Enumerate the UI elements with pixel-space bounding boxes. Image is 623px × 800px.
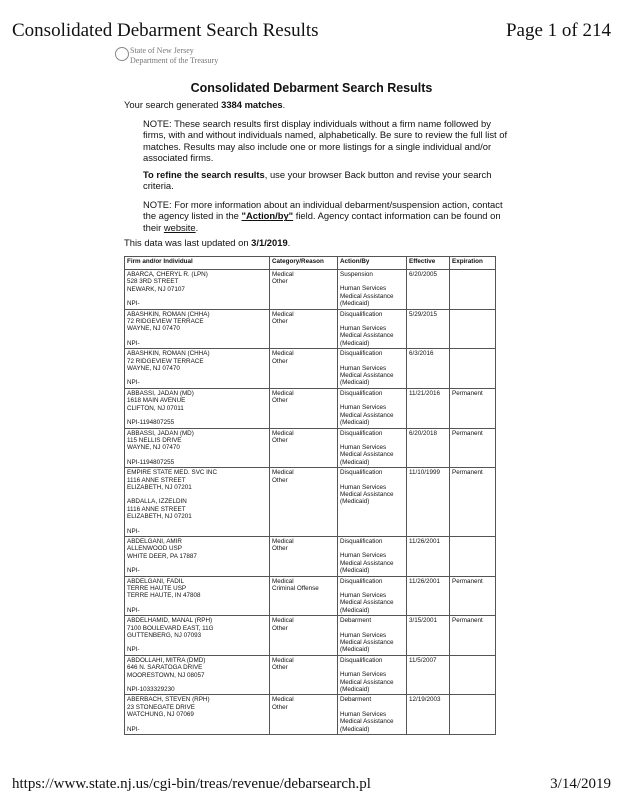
spacer bbox=[340, 437, 404, 444]
cell-firm-individual-line: 115 NELLIS DRIVE bbox=[127, 436, 182, 444]
cell-effective-date: 11/21/2016 bbox=[407, 388, 450, 428]
cell-firm-individual bbox=[125, 536, 270, 576]
cell-firm-individual-line: ABASHKIN, ROMAN (CHHA) bbox=[127, 350, 210, 358]
action-type: Debarment bbox=[340, 617, 372, 625]
cell-effective-date: 11/5/2007 bbox=[407, 655, 450, 695]
cell-firm-individual-line: NPI- bbox=[127, 527, 140, 535]
table-row bbox=[125, 309, 496, 349]
cell-firm-individual-line: NPI- bbox=[127, 606, 140, 614]
cell-firm-individual-line: 1116 ANNE STREET bbox=[127, 476, 186, 484]
cell-firm-individual-line: NPI- bbox=[127, 339, 140, 347]
cell-firm-individual-line: WAYNE, NJ 07470 bbox=[127, 444, 180, 452]
cell-firm-individual-line: 1618 MAIN AVENUE bbox=[127, 397, 186, 405]
cell-firm-individual bbox=[125, 349, 270, 389]
refine-instructions bbox=[143, 169, 513, 192]
cell-firm-individual-line: 1116 ANNE STREET bbox=[127, 505, 186, 513]
state-seal-icon bbox=[115, 47, 129, 61]
cell-firm-individual-line: NPI-1033329230 bbox=[127, 686, 175, 694]
cell-firm-individual-line: WHITE DEER, PA 17887 bbox=[127, 552, 197, 560]
cell-firm-individual-line: 646 N. SARATOGA DRIVE bbox=[127, 664, 203, 672]
cell-category-reason bbox=[270, 388, 338, 428]
cell-firm-individual-line bbox=[127, 372, 267, 379]
table-row bbox=[125, 388, 496, 428]
cell-action-by bbox=[338, 428, 407, 468]
action-agency-line: Medical Assistance bbox=[340, 332, 394, 340]
cell-action-by bbox=[338, 536, 407, 576]
action-agency-line: (Medicaid) bbox=[340, 419, 370, 427]
cell-category-reason bbox=[270, 428, 338, 468]
cell-firm-individual bbox=[125, 616, 270, 656]
cell-firm-individual-line bbox=[127, 452, 267, 459]
cell-category-reason-line: Other bbox=[272, 318, 288, 326]
cell-expiration: Permanent bbox=[450, 576, 496, 616]
cell-firm-individual-line: ABARCA, CHERYL R. (LPN) bbox=[127, 271, 208, 278]
cell-firm-individual-line bbox=[127, 412, 267, 419]
action-agency-line: (Medicaid) bbox=[340, 606, 370, 614]
cell-category-reason bbox=[270, 536, 338, 576]
cell-firm-individual-line bbox=[127, 679, 267, 686]
cell-action-by bbox=[338, 468, 407, 537]
cell-effective-date: 6/20/2018 bbox=[407, 428, 450, 468]
cell-action-by bbox=[338, 576, 407, 616]
action-agency-line: (Medicaid) bbox=[340, 567, 370, 575]
cell-expiration: Permanent bbox=[450, 616, 496, 656]
cell-firm-individual-line: ABBASSI, JADAN (MD) bbox=[127, 389, 194, 397]
col-header-expiration: Expiration bbox=[450, 257, 496, 270]
action-type: Disqualification bbox=[340, 429, 383, 437]
cell-firm-individual-line bbox=[127, 521, 267, 528]
cell-firm-individual-line: ELIZABETH, NJ 07201 bbox=[127, 483, 192, 491]
cell-effective-date: 12/19/2003 bbox=[407, 695, 450, 735]
action-by-link[interactable]: "Action/by" bbox=[241, 210, 294, 222]
cell-firm-individual bbox=[125, 388, 270, 428]
cell-firm-individual-line: NPI- bbox=[127, 567, 140, 575]
cell-firm-individual-line: ALLENWOOD USP bbox=[127, 545, 182, 553]
spacer bbox=[340, 625, 404, 632]
cell-firm-individual-line bbox=[127, 600, 267, 607]
cell-category-reason-line: Other bbox=[272, 397, 288, 405]
cell-category-reason-line: Other bbox=[272, 357, 288, 365]
cell-category-reason-line: Other bbox=[272, 703, 288, 711]
action-agency-line: (Medicaid) bbox=[340, 686, 370, 694]
match-count: 3384 matches bbox=[221, 99, 283, 110]
action-agency-line: (Medicaid) bbox=[340, 498, 370, 506]
print-footer-url: https://www.state.nj.us/cgi-bin/treas/revenue/debarsearch.pl bbox=[12, 776, 371, 792]
cell-firm-individual bbox=[125, 655, 270, 695]
contact-note-part1: NOTE: For more information about an individual debarment/suspension action, contact the agency listed in the bbox=[143, 199, 503, 222]
cell-firm-individual-line: NPI- bbox=[127, 300, 140, 308]
spacer bbox=[340, 358, 404, 365]
cell-category-reason bbox=[270, 468, 338, 537]
cell-firm-individual-line: ABASHKIN, ROMAN (CHHA) bbox=[127, 310, 210, 318]
action-agency-line: Medical Assistance bbox=[340, 559, 394, 567]
cell-firm-individual-line bbox=[127, 293, 267, 300]
cell-category-reason-line: Medical bbox=[272, 271, 294, 278]
cell-expiration bbox=[450, 349, 496, 389]
action-agency-line: (Medicaid) bbox=[340, 646, 370, 654]
debarment-results-table bbox=[124, 256, 496, 735]
result-summary bbox=[124, 99, 285, 110]
table-row bbox=[125, 468, 496, 537]
print-header-title: Consolidated Debarment Search Results bbox=[12, 20, 319, 41]
summary-prefix: Your search generated bbox=[124, 99, 222, 110]
spacer bbox=[340, 318, 404, 325]
cell-category-reason bbox=[270, 309, 338, 349]
cell-firm-individual-line: CLIFTON, NJ 07011 bbox=[127, 404, 184, 412]
spacer bbox=[340, 585, 404, 592]
cell-firm-individual-line: ELIZABETH, NJ 07201 bbox=[127, 513, 192, 521]
cell-expiration: Permanent bbox=[450, 428, 496, 468]
cell-firm-individual-line bbox=[127, 719, 267, 726]
cell-firm-individual-line: MOORESTOWN, NJ 08057 bbox=[127, 671, 205, 679]
cell-firm-individual-line bbox=[127, 333, 267, 340]
updated-suffix: . bbox=[287, 237, 291, 248]
cell-action-by bbox=[338, 270, 407, 310]
cell-effective-date: 11/26/2001 bbox=[407, 576, 450, 616]
cell-category-reason-line: Medical bbox=[272, 350, 294, 358]
table-row bbox=[125, 428, 496, 468]
summary-suffix: . bbox=[282, 99, 286, 110]
table-row bbox=[125, 616, 496, 656]
spacer bbox=[340, 278, 404, 285]
website-link[interactable]: website bbox=[163, 221, 196, 233]
action-agency-line: Human Services bbox=[340, 404, 387, 412]
cell-firm-individual-line: EMPIRE STATE MED. SVC INC bbox=[127, 469, 218, 477]
cell-firm-individual-line: ABBASSI, JADAN (MD) bbox=[127, 429, 194, 437]
cell-firm-individual-line: WATCHUNG, NJ 07069 bbox=[127, 711, 194, 719]
cell-firm-individual-line bbox=[127, 491, 267, 498]
cell-category-reason-line: Criminal Offense bbox=[272, 585, 319, 592]
cell-action-by bbox=[338, 349, 407, 389]
cell-expiration: Permanent bbox=[450, 468, 496, 537]
col-header-firm-individual: Firm and/or Individual bbox=[125, 257, 270, 270]
table-row bbox=[125, 349, 496, 389]
spacer bbox=[340, 397, 404, 404]
cell-category-reason-line: Medical bbox=[272, 617, 294, 625]
cell-firm-individual bbox=[125, 576, 270, 616]
action-agency-line: Human Services bbox=[340, 285, 387, 293]
last-updated bbox=[124, 237, 290, 248]
contact-note-part2: field. Agency contact information can be found on their bbox=[143, 210, 501, 233]
action-type: Disqualification bbox=[340, 350, 383, 358]
updated-date: 3/1/2019 bbox=[251, 237, 288, 248]
action-agency-line: Human Services bbox=[340, 364, 387, 372]
cell-action-by bbox=[338, 388, 407, 428]
print-header-page-number: Page 1 of 214 bbox=[505, 20, 611, 41]
cell-firm-individual-line: 72 RIDGEVIEW TERRACE bbox=[127, 318, 204, 326]
cell-expiration bbox=[450, 695, 496, 735]
action-type: Disqualification bbox=[340, 469, 383, 477]
action-agency-line: Medical Assistance bbox=[340, 372, 394, 380]
cell-category-reason-line: Medical bbox=[272, 696, 294, 704]
action-agency-line: (Medicaid) bbox=[340, 379, 370, 387]
cell-firm-individual-line: 72 RIDGEVIEW TERRACE bbox=[127, 357, 204, 365]
cell-firm-individual-line: NPI-1194807255 bbox=[127, 458, 175, 466]
cell-firm-individual-line: ABDOLLAHI, MITRA (DMD) bbox=[127, 656, 206, 664]
table-header-row bbox=[125, 257, 496, 270]
action-agency-line: (Medicaid) bbox=[340, 300, 370, 308]
action-type: Debarment bbox=[340, 696, 372, 704]
spacer bbox=[340, 664, 404, 671]
action-agency-line: Human Services bbox=[340, 710, 387, 718]
action-type: Disqualification bbox=[340, 656, 383, 664]
cell-expiration bbox=[450, 655, 496, 695]
cell-firm-individual-line: ABDELGANI, AMIR bbox=[127, 537, 182, 545]
cell-firm-individual-line: TERRE HAUTE USP bbox=[127, 585, 187, 592]
cell-effective-date: 6/20/2005 bbox=[407, 270, 450, 310]
action-agency-line: Human Services bbox=[340, 483, 387, 491]
cell-firm-individual-line: NPI- bbox=[127, 646, 140, 654]
cell-firm-individual-line: WAYNE, NJ 07470 bbox=[127, 325, 180, 333]
table-row bbox=[125, 270, 496, 310]
action-agency-line: Human Services bbox=[340, 592, 387, 599]
table-row bbox=[125, 695, 496, 735]
cell-firm-individual-line: ABERBACH, STEVEN (RPH) bbox=[127, 696, 210, 704]
refine-bold: To refine the search results bbox=[143, 169, 265, 180]
action-agency-line: Medical Assistance bbox=[340, 490, 394, 498]
action-type: Disqualification bbox=[340, 310, 383, 318]
action-agency-line: Medical Assistance bbox=[340, 718, 394, 726]
cell-category-reason-line: Medical bbox=[272, 429, 294, 437]
spacer bbox=[340, 704, 404, 711]
action-agency-line: Medical Assistance bbox=[340, 599, 394, 607]
cell-category-reason-line: Medical bbox=[272, 310, 294, 318]
cell-firm-individual-line: TERRE HAUTE, IN 47808 bbox=[127, 592, 201, 600]
agency-name-line1: State of New Jersey bbox=[130, 46, 194, 55]
action-type: Disqualification bbox=[340, 537, 383, 545]
cell-firm-individual-line: NEWARK, NJ 07107 bbox=[127, 285, 185, 293]
agency-name-line2: Department of the Treasury bbox=[130, 56, 219, 65]
table-row bbox=[125, 655, 496, 695]
cell-category-reason bbox=[270, 270, 338, 310]
cell-category-reason bbox=[270, 349, 338, 389]
cell-category-reason bbox=[270, 695, 338, 735]
spacer bbox=[340, 545, 404, 552]
action-agency-line: Medical Assistance bbox=[340, 639, 394, 647]
table-row bbox=[125, 576, 496, 616]
cell-effective-date: 11/26/2001 bbox=[407, 536, 450, 576]
cell-effective-date: 3/15/2001 bbox=[407, 616, 450, 656]
cell-category-reason-line: Medical bbox=[272, 656, 294, 664]
cell-category-reason-line: Other bbox=[272, 664, 288, 672]
cell-category-reason-line: Other bbox=[272, 545, 288, 553]
cell-category-reason-line: Other bbox=[272, 624, 288, 632]
cell-firm-individual bbox=[125, 428, 270, 468]
contact-note-end: . bbox=[195, 221, 199, 233]
cell-firm-individual-line: WAYNE, NJ 07470 bbox=[127, 365, 180, 373]
cell-expiration bbox=[450, 536, 496, 576]
cell-firm-individual-line: ABDALLA, IZZELDIN bbox=[127, 498, 187, 506]
contact-note bbox=[143, 199, 513, 233]
cell-firm-individual bbox=[125, 309, 270, 349]
cell-effective-date: 11/10/1999 bbox=[407, 468, 450, 537]
cell-expiration bbox=[450, 309, 496, 349]
cell-firm-individual-line: NPI- bbox=[127, 725, 140, 733]
print-footer-date: 3/14/2019 bbox=[550, 776, 611, 792]
action-agency-line: (Medicaid) bbox=[340, 339, 370, 347]
cell-firm-individual bbox=[125, 695, 270, 735]
cell-action-by bbox=[338, 309, 407, 349]
action-type: Suspension bbox=[340, 271, 373, 278]
action-type: Disqualification bbox=[340, 577, 383, 585]
action-agency-line: Medical Assistance bbox=[340, 411, 394, 419]
cell-expiration bbox=[450, 270, 496, 310]
cell-firm-individual-line: 7100 BOULEVARD EAST, 11G bbox=[127, 624, 214, 632]
updated-prefix: This data was last updated on bbox=[124, 237, 252, 248]
action-agency-line: Human Services bbox=[340, 325, 387, 333]
cell-firm-individual-line: GUTTENBERG, NJ 07093 bbox=[127, 632, 202, 640]
action-agency-line: Human Services bbox=[340, 443, 387, 451]
action-agency-line: Human Services bbox=[340, 671, 387, 679]
table-row bbox=[125, 536, 496, 576]
cell-category-reason-line: Other bbox=[272, 476, 288, 484]
cell-action-by bbox=[338, 655, 407, 695]
cell-firm-individual-line: 528 3RD STREET bbox=[127, 278, 179, 286]
cell-category-reason-line: Other bbox=[272, 278, 288, 286]
cell-firm-individual-line: ABDELHAMID, MANAL (RPH) bbox=[127, 617, 213, 625]
cell-firm-individual-line: NPI- bbox=[127, 379, 140, 387]
cell-firm-individual-line: 23 STONEGATE DRIVE bbox=[127, 703, 196, 711]
cell-action-by bbox=[338, 616, 407, 656]
cell-effective-date: 6/3/2016 bbox=[407, 349, 450, 389]
cell-firm-individual-line: NPI-1194807255 bbox=[127, 419, 175, 427]
action-agency-line: Medical Assistance bbox=[340, 451, 394, 459]
cell-firm-individual bbox=[125, 468, 270, 537]
cell-category-reason-line: Medical bbox=[272, 469, 294, 477]
col-header-category-reason: Category/Reason bbox=[270, 257, 338, 270]
cell-effective-date: 5/29/2015 bbox=[407, 309, 450, 349]
cell-firm-individual bbox=[125, 270, 270, 310]
cell-category-reason bbox=[270, 655, 338, 695]
cell-category-reason-line: Medical bbox=[272, 577, 294, 585]
cell-category-reason bbox=[270, 616, 338, 656]
action-agency-line: Human Services bbox=[340, 631, 387, 639]
col-header-effective: Effective bbox=[407, 257, 450, 270]
action-agency-line: Human Services bbox=[340, 552, 387, 560]
cell-category-reason-line: Medical bbox=[272, 537, 294, 545]
action-agency-line: Medical Assistance bbox=[340, 292, 394, 300]
cell-firm-individual-line: ABDELGANI, FADIL bbox=[127, 577, 185, 585]
cell-action-by bbox=[338, 695, 407, 735]
refine-rest: , use your browser Back button and revise your search criteria. bbox=[143, 169, 492, 192]
results-order-note: NOTE: These search results first display individuals without a firm name followed by firms, with and without individuals named, alphabetically. Be sure to review the full list of matches. Results may also include one or more listings for a single individual and/or associated firms. bbox=[143, 118, 508, 164]
action-type: Disqualification bbox=[340, 389, 383, 397]
cell-category-reason-line: Other bbox=[272, 436, 288, 444]
action-agency-line: (Medicaid) bbox=[340, 725, 370, 733]
cell-category-reason bbox=[270, 576, 338, 616]
page-heading: Consolidated Debarment Search Results bbox=[190, 81, 433, 95]
col-header-action-by: Action/By bbox=[338, 257, 407, 270]
action-agency-line: Medical Assistance bbox=[340, 678, 394, 686]
cell-firm-individual-line bbox=[127, 639, 267, 646]
action-agency-line: (Medicaid) bbox=[340, 458, 370, 466]
cell-category-reason-line: Medical bbox=[272, 389, 294, 397]
cell-firm-individual-line bbox=[127, 560, 267, 567]
cell-expiration: Permanent bbox=[450, 388, 496, 428]
spacer bbox=[340, 477, 404, 484]
